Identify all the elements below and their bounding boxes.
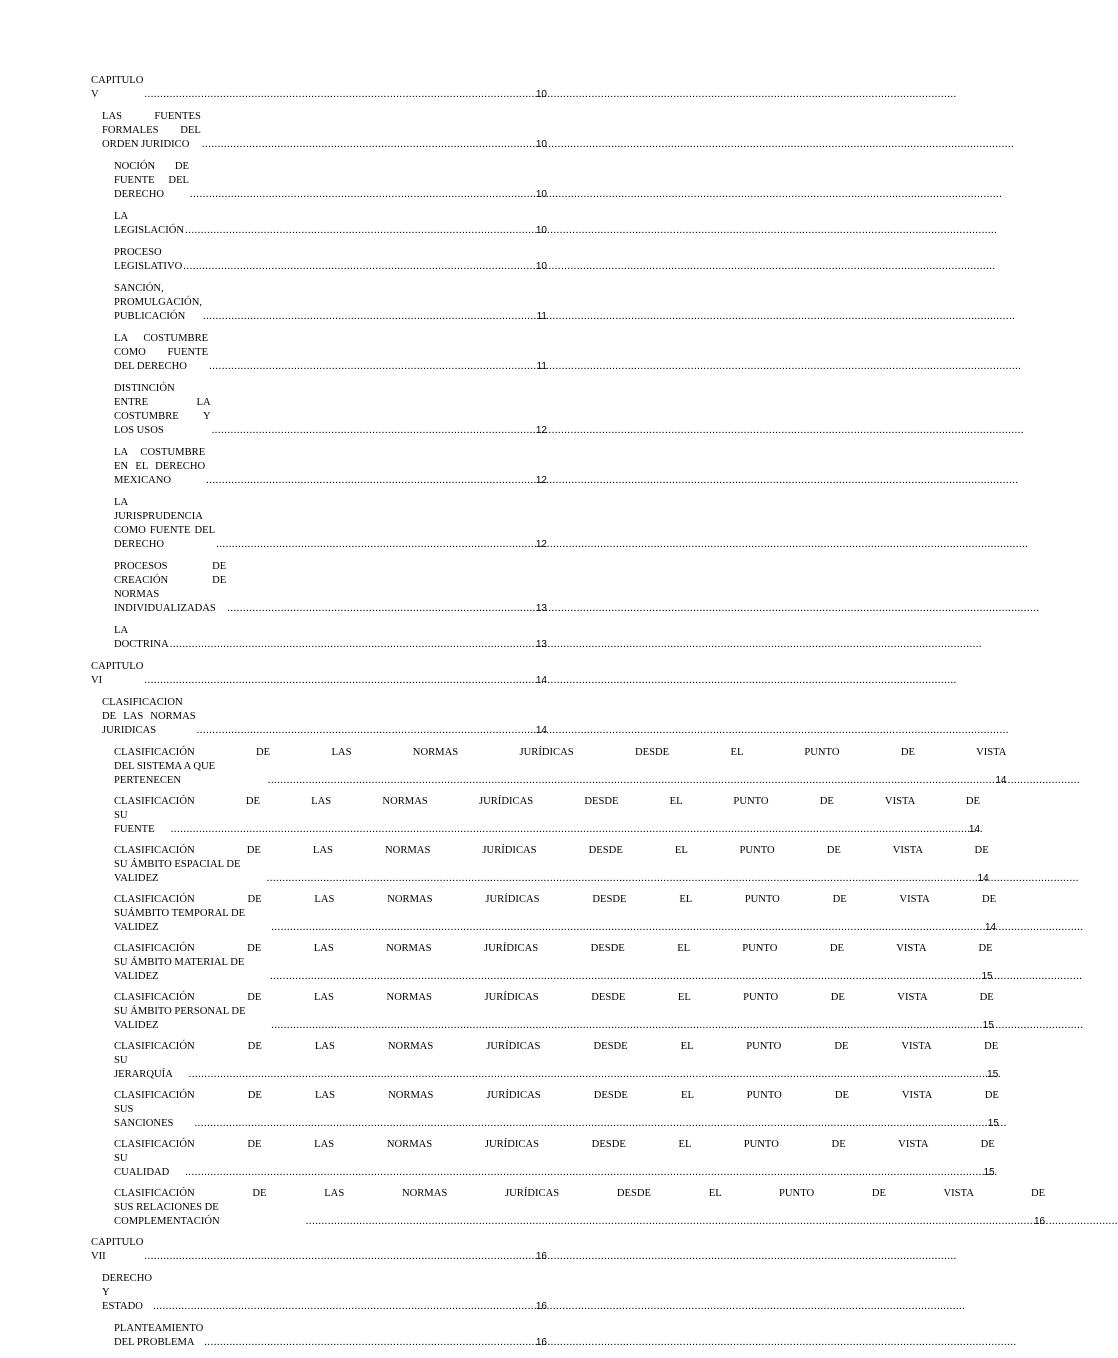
toc-entry-title: PLANTEAMIENTO DEL PROBLEMA xyxy=(114,1323,204,1348)
toc-entry-title: PROCESO LEGISLATIVO xyxy=(114,247,183,272)
toc-entry-page: 11 xyxy=(536,311,547,322)
dot-leader xyxy=(216,538,535,552)
dot-leader xyxy=(267,872,977,886)
toc-entry-page: 10 xyxy=(535,261,547,272)
toc-entry[interactable] xyxy=(91,382,547,438)
toc-entry-title-line1: CLASIFICACIÓN DE LAS NORMAS JURÍDICAS DESDE EL PUNTO DE VISTA DE xyxy=(114,796,981,807)
toc-entry[interactable] xyxy=(91,1272,547,1314)
toc-entry-page: 15 xyxy=(983,1167,995,1178)
toc-entry[interactable] xyxy=(91,74,547,102)
toc-entry-title: LA DOCTRINA xyxy=(114,625,169,650)
toc-entry[interactable] xyxy=(91,660,547,688)
toc-entry-title-line2: SUS RELACIONES DE COMPLEMENTACIÓN xyxy=(114,1202,220,1227)
toc-entry-title-line2: SU FUENTE xyxy=(114,810,155,835)
dot-leader xyxy=(170,638,535,652)
toc-entry-page: 14 xyxy=(968,824,981,835)
toc-entry-title: DERECHO Y ESTADO xyxy=(102,1273,153,1312)
dot-leader xyxy=(185,224,535,238)
toc-entry-title: DISTINCIÓN ENTRE LA COSTUMBRE Y LOS USOS xyxy=(114,383,211,436)
toc-entry-title: CAPITULO V xyxy=(91,75,144,100)
toc-entry-page: 14 xyxy=(985,922,997,933)
toc-entry-page: 13 xyxy=(535,603,547,614)
toc-entry-title: LA LEGISLACIÓN xyxy=(114,211,185,236)
toc-entry-title: SANCIÓN, PROMULGACIÓN, PUBLICACIÓN xyxy=(114,283,202,322)
toc-entry-title-line2: SUÁMBITO TEMPORAL DE VALIDEZ xyxy=(114,908,246,933)
dot-leader xyxy=(202,138,535,152)
toc-entry-title-line2: SU ÁMBITO MATERIAL DE VALIDEZ xyxy=(114,957,245,982)
toc-entry-title-line1: CLASIFICACIÓN DE LAS NORMAS JURÍDICAS DESDE EL PUNTO DE VISTA DE xyxy=(114,1139,995,1150)
toc-entry-page: 10 xyxy=(535,89,547,100)
toc-entry-title-line1: CLASIFICACIÓN DE LAS NORMAS JURÍDICAS DESDE EL PUNTO DE VISTA DE xyxy=(114,1090,999,1101)
toc-entry-title-line1: CLASIFICACIÓN DE LAS NORMAS JURÍDICAS DESDE EL PUNTO DE VISTA DE xyxy=(114,894,997,905)
dot-leader xyxy=(144,674,534,688)
dot-leader xyxy=(185,1166,982,1180)
dot-leader xyxy=(206,474,535,488)
toc-entry-page: 10 xyxy=(535,225,547,236)
dot-leader xyxy=(271,921,984,935)
toc-entry-page: 15 xyxy=(987,1118,999,1129)
dot-leader xyxy=(195,1117,987,1131)
toc-entry-title-line1: CLASIFICACIÓN DE LAS NORMAS JURÍDICAS DESDE EL PUNTO DE VISTA xyxy=(114,747,1007,758)
toc-entry-page: 10 xyxy=(535,189,547,200)
toc-entry-title-line2: SU CUALIDAD xyxy=(114,1153,170,1178)
toc-entry[interactable] xyxy=(91,1138,995,1180)
toc-entry[interactable] xyxy=(91,991,994,1033)
toc-entry-title-line1: CLASIFICACIÓN DE LAS NORMAS JURÍDICAS DESDE EL PUNTO DE VISTA DE xyxy=(114,845,989,856)
toc-entry[interactable] xyxy=(91,110,547,152)
dot-leader xyxy=(189,1068,986,1082)
toc-entry-title-line2: SU ÁMBITO PERSONAL DE VALIDEZ xyxy=(114,1006,246,1031)
toc-entry[interactable] xyxy=(91,1040,999,1082)
toc-entry[interactable] xyxy=(91,332,547,374)
toc-entry[interactable] xyxy=(91,282,547,324)
toc-entry-page: 16 xyxy=(1033,1216,1046,1227)
toc-entry-title-line1: CLASIFICACIÓN DE LAS NORMAS JURÍDICAS DESDE EL PUNTO DE VISTA DE xyxy=(114,943,993,954)
toc-entry-title-line2: SUS SANCIONES xyxy=(114,1104,174,1129)
toc-entry-page: 16 xyxy=(535,1251,547,1262)
dot-leader xyxy=(270,970,980,984)
toc-entry-page: 16 xyxy=(535,1301,547,1312)
toc-entry-title: LAS FUENTES FORMALES DEL ORDEN JURIDICO xyxy=(102,111,201,150)
dot-leader xyxy=(171,823,968,837)
toc-entry-page: 10 xyxy=(535,139,547,150)
toc-entry-title: CAPITULO VII xyxy=(91,1237,144,1262)
toc-entry-page: 14 xyxy=(995,775,1007,786)
toc-entry-page: 14 xyxy=(535,675,547,686)
toc-entry[interactable] xyxy=(91,696,547,738)
toc-entry[interactable] xyxy=(91,942,993,984)
dot-leader xyxy=(209,360,536,374)
toc-entry[interactable] xyxy=(91,210,547,238)
dot-leader xyxy=(306,1215,1033,1229)
toc-entry-title: NOCIÓN DE FUENTE DEL DERECHO xyxy=(114,161,190,200)
dot-leader xyxy=(144,88,534,102)
toc-entry-page: 14 xyxy=(977,873,989,884)
dot-leader xyxy=(268,774,995,788)
toc-entry-page: 16 xyxy=(535,1337,547,1348)
toc-entry-title: LA JURISPRUDENCIA COMO FUENTE DEL DERECHO xyxy=(114,497,216,550)
dot-leader xyxy=(144,1250,534,1264)
dot-leader xyxy=(203,310,536,324)
toc-entry-title: PROCESOS DE CREACIÓN DE NORMAS INDIVIDUALIZADAS xyxy=(114,561,227,614)
toc-entry[interactable] xyxy=(91,446,547,488)
toc-entry-title-line1: CLASIFICACIÓN DE LAS NORMAS JURÍDICAS DESDE EL PUNTO DE VISTA DE xyxy=(114,1041,999,1052)
toc-entry-page: 12 xyxy=(535,475,547,486)
dot-leader xyxy=(190,188,535,202)
toc-entry[interactable] xyxy=(91,746,1007,788)
toc-entry-page: 14 xyxy=(535,725,547,736)
dot-leader xyxy=(271,1019,981,1033)
toc-entry-page: 15 xyxy=(981,971,993,982)
toc-entry-title-line1: CLASIFICACIÓN DE LAS NORMAS JURÍDICAS DESDE EL PUNTO DE VISTA DE xyxy=(114,1188,1046,1199)
toc-entry-title: LA COSTUMBRE EN EL DERECHO MEXICANO xyxy=(114,447,206,486)
toc-entry[interactable] xyxy=(91,1187,1046,1229)
toc-entry-page: 12 xyxy=(535,539,547,550)
toc-entry-title-line2: SU JERARQUÍA xyxy=(114,1055,173,1080)
toc-entry[interactable] xyxy=(91,1236,547,1264)
toc-entry[interactable] xyxy=(91,624,547,652)
toc-entry-page: 15 xyxy=(982,1020,994,1031)
toc-entry[interactable] xyxy=(91,844,989,886)
toc-entry[interactable] xyxy=(91,246,547,274)
table-of-contents xyxy=(91,74,1046,1358)
toc-entry-page: 11 xyxy=(536,361,547,372)
dot-leader xyxy=(197,724,535,738)
toc-entry-title-line1: CLASIFICACIÓN DE LAS NORMAS JURÍDICAS DESDE EL PUNTO DE VISTA DE xyxy=(114,992,994,1003)
toc-entry[interactable] xyxy=(91,160,547,202)
toc-entry-page: 12 xyxy=(535,425,547,436)
toc-entry[interactable] xyxy=(91,1089,999,1131)
toc-entry[interactable] xyxy=(91,496,547,552)
toc-entry-title: CAPITULO VI xyxy=(91,661,144,686)
toc-entry-title-line2: DEL SISTEMA A QUE PERTENECEN xyxy=(114,761,216,786)
toc-entry[interactable] xyxy=(91,560,547,616)
dot-leader xyxy=(183,260,535,274)
toc-entry[interactable] xyxy=(91,1322,547,1350)
dot-leader xyxy=(212,424,535,438)
dot-leader xyxy=(204,1336,535,1350)
toc-entry[interactable] xyxy=(91,795,981,837)
toc-entry-title: CLASIFICACION DE LAS NORMAS JURIDICAS xyxy=(102,697,196,736)
dot-leader xyxy=(227,602,535,616)
toc-entry[interactable] xyxy=(91,893,997,935)
toc-entry-title: LA COSTUMBRE COMO FUENTE DEL DERECHO xyxy=(114,333,209,372)
toc-entry-title-line2: SU ÁMBITO ESPACIAL DE VALIDEZ xyxy=(114,859,241,884)
toc-entry-page: 13 xyxy=(535,639,547,650)
dot-leader xyxy=(153,1300,535,1314)
toc-entry-page: 15 xyxy=(987,1069,999,1080)
